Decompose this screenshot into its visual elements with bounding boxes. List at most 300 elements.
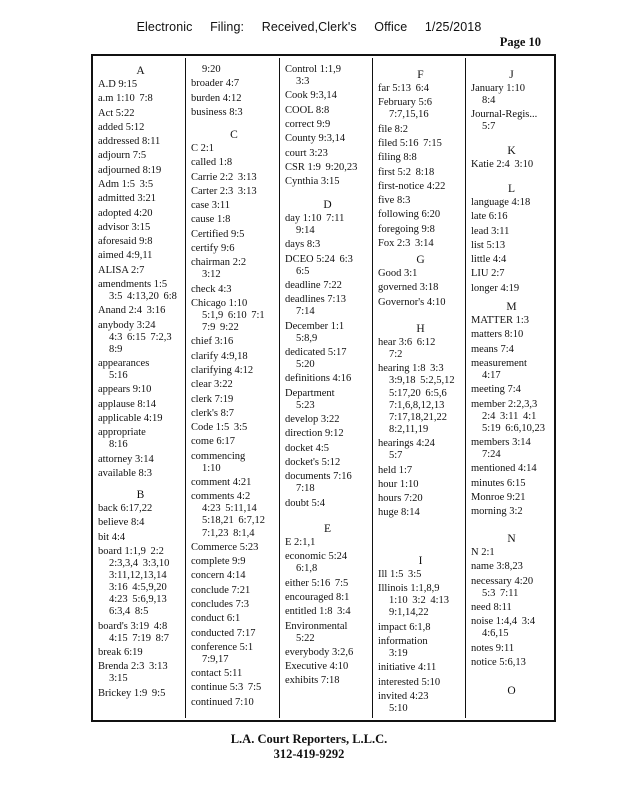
index-entry xyxy=(191,64,277,76)
index-entry xyxy=(191,491,277,539)
page-line-refs-continued: 7:9 9:22 xyxy=(202,322,239,334)
index-word: burden xyxy=(191,92,221,104)
page-line-refs: 1:8 3:3 xyxy=(412,363,444,375)
index-word: appearances xyxy=(98,358,150,370)
index-column xyxy=(279,58,372,718)
index-entry xyxy=(285,133,370,145)
page-line-refs-continued: 8:9 xyxy=(109,343,123,355)
index-entry xyxy=(191,379,277,391)
index-entry xyxy=(191,78,277,90)
index-word: days xyxy=(285,239,305,251)
index-word: impact xyxy=(378,621,407,633)
index-word: County xyxy=(285,133,316,145)
index-word: Certified xyxy=(191,228,229,240)
index-word: clear xyxy=(191,379,212,391)
page-line-refs: 3:22 xyxy=(214,379,233,391)
index-word: CSR xyxy=(285,161,305,173)
index-entry xyxy=(285,239,370,251)
index-entry xyxy=(98,384,183,396)
index-word: clarify xyxy=(191,350,219,362)
index-word: Brenda xyxy=(98,661,129,673)
index-word: Illinois xyxy=(378,583,408,595)
page-line-refs-continued: 7:2 xyxy=(389,349,403,361)
index-entry xyxy=(191,143,277,155)
page-line-refs: 4:3 xyxy=(218,283,232,295)
index-entry xyxy=(98,265,183,277)
page-line-refs-continued: 5:8,9 xyxy=(296,332,318,344)
index-word: list xyxy=(471,239,484,251)
page-line-refs-continued: 4:15 7:19 8:7 xyxy=(109,632,170,644)
index-word: January xyxy=(471,83,504,94)
page-line-refs: 9:3,14 xyxy=(310,90,337,102)
index-word: attorney xyxy=(98,453,133,465)
index-entry xyxy=(285,592,370,604)
index-entry xyxy=(471,254,552,266)
index-word: Code xyxy=(191,422,214,434)
page-line-refs: 1:7 xyxy=(398,464,413,476)
page-line-refs-continued: 9:1,14,22 xyxy=(389,607,429,619)
section-letter: H xyxy=(416,323,425,335)
index-word: clerk's xyxy=(191,407,218,419)
index-word: applause xyxy=(98,398,135,410)
index-section xyxy=(378,322,463,522)
index-entry xyxy=(285,373,370,385)
page-line-refs: 3:11 xyxy=(211,200,230,212)
index-word: adjourned xyxy=(98,164,140,176)
index-word: governed xyxy=(378,282,418,294)
index-word: A.D xyxy=(98,79,116,90)
index-entry xyxy=(471,240,552,252)
page-line-refs: 2:4 3:10 xyxy=(496,159,534,170)
index-entry xyxy=(98,165,183,177)
page-line-refs: 1:10 xyxy=(399,478,419,490)
index-section xyxy=(285,64,370,190)
page-line-refs: 4:10 xyxy=(426,296,446,308)
page-line-refs: 5:13 6:4 xyxy=(392,83,429,94)
page-line-refs: 5:17 xyxy=(327,347,347,359)
index-word: C xyxy=(191,143,199,154)
page-line-refs: 4:12 xyxy=(222,92,242,104)
page-line-refs-continued: 9:20 xyxy=(202,64,221,75)
page-line-refs-continued: 6:3,4 8:5 xyxy=(109,606,149,618)
page-line-refs-continued: 7:24 xyxy=(482,449,501,461)
index-word: chairman xyxy=(191,257,231,269)
page-line-refs: 6:15 xyxy=(506,477,526,489)
index-entry xyxy=(285,471,370,495)
page-line-refs: 2:1,1 xyxy=(294,537,316,548)
index-section xyxy=(471,684,552,699)
page-line-refs: 5:2 8:18 xyxy=(397,166,435,178)
index-section xyxy=(378,554,463,717)
index-word: everybody xyxy=(285,646,330,658)
page-line-refs: 2:7 xyxy=(491,268,505,280)
page-line-refs-continued: 4:23 5:11,14 xyxy=(202,503,257,515)
index-word: February xyxy=(378,97,416,109)
page-line-refs: 7:17 xyxy=(236,627,256,639)
index-entry xyxy=(378,209,463,221)
page-line-refs: 3:15 xyxy=(131,221,151,233)
page-line-refs: 2:1 xyxy=(200,143,215,154)
page-line-refs: 7:18 xyxy=(320,675,340,687)
page-line-refs-continued: 2:3,3,4 3:3,10 xyxy=(109,557,170,569)
index-word: little xyxy=(471,254,491,266)
index-entry xyxy=(471,399,552,435)
page-number: Page 10 xyxy=(499,35,541,49)
index-entry xyxy=(285,443,370,455)
index-entry xyxy=(191,477,277,489)
index-word: Monroe xyxy=(471,491,505,503)
index-word: filed xyxy=(378,137,398,149)
index-word: deadlines xyxy=(285,294,325,306)
index-entry xyxy=(98,136,183,148)
page-line-refs: 7:19 xyxy=(214,393,234,405)
index-word: Governor's xyxy=(378,296,425,308)
page-line-refs-continued: 8:4 xyxy=(482,95,496,107)
index-entry xyxy=(191,585,277,597)
index-word: Control xyxy=(285,64,318,75)
index-entry xyxy=(471,344,552,356)
page-line-refs: 9:6 xyxy=(221,242,235,254)
index-word: business xyxy=(191,106,227,118)
index-section xyxy=(471,68,552,136)
index-word: far xyxy=(378,83,390,94)
page-line-refs-continued: 5:19 6:6,10,23 xyxy=(482,422,545,434)
index-entry xyxy=(378,181,463,193)
index-word: E xyxy=(285,537,292,548)
page-line-refs: 8:14 xyxy=(401,507,420,519)
index-word: interested xyxy=(378,676,419,688)
section-letter: B xyxy=(136,489,145,501)
index-entry xyxy=(378,662,463,674)
index-entry xyxy=(191,628,277,640)
page-line-refs: 6:19 xyxy=(123,646,143,658)
page-line-refs: 5:16 7:5 xyxy=(311,577,349,589)
index-entry xyxy=(471,211,552,223)
index-entry xyxy=(378,507,463,519)
index-word: first xyxy=(378,166,395,178)
index-word: hour xyxy=(378,478,398,490)
index-word: conducted xyxy=(191,627,235,639)
index-word: Brickey xyxy=(98,687,132,699)
index-entry xyxy=(378,238,463,250)
page-line-refs: 3:16 xyxy=(214,336,234,348)
page-line-refs: 6:17 xyxy=(216,436,236,448)
index-word: December xyxy=(285,320,329,332)
index-entry xyxy=(378,677,463,689)
index-entry xyxy=(285,621,370,645)
index-word: doubt xyxy=(285,497,309,509)
page-line-refs: 7:5 xyxy=(132,150,147,162)
page-line-refs-continued: 7:17,18,21,22 xyxy=(389,411,448,423)
index-section xyxy=(378,253,463,311)
index-word: either xyxy=(285,577,309,589)
index-entry xyxy=(98,279,183,303)
page-line-refs: 7:4 xyxy=(507,384,521,396)
page-line-refs: 3:24 xyxy=(136,319,156,331)
index-word: notes xyxy=(471,642,494,654)
index-entry xyxy=(471,602,552,614)
page-line-refs: 8:14 xyxy=(137,398,157,410)
header-part: Filing: xyxy=(210,20,245,34)
index-word: court xyxy=(285,147,307,159)
page-line-refs-continued: 5:17,20 6:5,6 xyxy=(389,387,447,399)
page-line-refs: 3:11 xyxy=(491,225,510,237)
page-line-refs: 2:7 xyxy=(130,264,145,276)
index-word: DCEO xyxy=(285,253,314,265)
index-entry xyxy=(98,179,183,191)
index-entry xyxy=(191,200,277,212)
index-section xyxy=(471,300,552,520)
page-line-refs: 3:2 xyxy=(509,506,523,518)
page-line-refs: 1:1,8,9 xyxy=(410,583,440,595)
index-word: complete xyxy=(191,556,230,568)
page-line-refs-continued: 5:7 xyxy=(482,121,496,133)
index-entry xyxy=(285,294,370,318)
index-word: foregoing xyxy=(378,223,419,235)
index-entry xyxy=(285,119,370,131)
page-line-refs-continued: 4:17 xyxy=(482,369,501,381)
index-entry xyxy=(191,284,277,296)
page-line-refs: 5:4 xyxy=(311,497,325,509)
page-line-refs: 2:3 3:13 xyxy=(130,661,168,673)
index-word: case xyxy=(191,200,210,212)
index-word: aimed xyxy=(98,250,124,262)
index-word: bit xyxy=(98,531,110,543)
index-word: contact xyxy=(191,668,222,680)
index-entry xyxy=(285,675,370,687)
index-word: held xyxy=(378,464,397,476)
index-entry xyxy=(98,661,183,685)
index-entry xyxy=(285,213,370,237)
page-line-refs: 9:11 xyxy=(495,642,515,654)
page-line-refs: 8:7 xyxy=(220,407,235,419)
page-line-refs: 5:16 7:15 xyxy=(399,137,442,149)
page-line-refs: 8:10 xyxy=(504,329,524,341)
page-line-refs-continued: 3:12 xyxy=(202,269,221,281)
index-word: Act xyxy=(98,107,114,119)
index-word: Commerce xyxy=(191,541,238,553)
index-entry xyxy=(471,83,552,107)
section-letter: C xyxy=(230,129,238,141)
page-line-refs-continued: 3:3 xyxy=(296,76,310,88)
page-line-refs: 1:5 xyxy=(153,278,168,290)
index-word: continue xyxy=(191,682,228,694)
index-entry xyxy=(471,283,552,295)
index-entry xyxy=(378,124,463,136)
index-entry xyxy=(471,657,552,669)
page-line-refs-continued: 1:10 3:2 4:13 xyxy=(389,595,450,607)
index-word: name xyxy=(471,561,494,573)
index-word: Chicago xyxy=(191,297,226,309)
index-word: need xyxy=(471,601,491,613)
index-entry xyxy=(191,243,277,255)
index-entry xyxy=(98,358,183,382)
section-letter: N xyxy=(507,533,516,545)
page-line-refs-continued: 5:7 xyxy=(389,450,403,462)
index-entry xyxy=(285,347,370,371)
page-line-refs: 1:10 7:8 xyxy=(116,93,153,105)
index-entry xyxy=(471,358,552,382)
index-word: encouraged xyxy=(285,591,334,603)
page-line-refs: 1:5 3:5 xyxy=(121,178,154,190)
page-line-refs: 7:16 xyxy=(333,471,352,483)
index-entry xyxy=(378,167,463,179)
index-entry xyxy=(285,280,370,292)
page-line-refs: 3:2,6 xyxy=(331,646,354,658)
page-line-refs: 4:4 xyxy=(111,531,126,543)
page-line-refs: 1:8 3:4 xyxy=(319,606,351,618)
index-entry xyxy=(471,506,552,518)
index-word: Cook xyxy=(285,90,308,102)
index-word: late xyxy=(471,211,487,223)
index-word: Environmental xyxy=(285,620,348,632)
page-line-refs: 6:1,8 xyxy=(409,621,431,633)
index-word: measurement xyxy=(471,357,527,369)
page-line-refs: 2:2,3,3 xyxy=(508,398,538,410)
index-column xyxy=(93,58,185,718)
index-word: noise xyxy=(471,616,494,628)
page-line-refs-continued: 4:23 5:6,9,13 xyxy=(109,594,167,606)
page-line-refs: 1:10 7:11 xyxy=(302,213,345,224)
page-line-refs: 7:3 xyxy=(235,598,250,610)
index-entry xyxy=(471,561,552,573)
index-word: Carter xyxy=(191,185,218,197)
index-entry xyxy=(471,576,552,600)
index-entry xyxy=(191,682,277,694)
page-line-refs: 9:3,14 xyxy=(318,133,346,145)
page-line-refs: 1:9 9:20,23 xyxy=(307,161,358,173)
header-part: Received,Clerk's xyxy=(261,20,357,34)
index-word: file xyxy=(378,123,392,135)
page-line-refs: 8:11 xyxy=(142,136,161,148)
index-entry xyxy=(191,599,277,611)
page-line-refs: 7:22 xyxy=(323,280,342,292)
index-word: means xyxy=(471,343,498,355)
page-line-refs: 7:13 xyxy=(327,294,346,306)
page-line-refs: 1:8 xyxy=(216,214,231,226)
page-line-refs: 8:2 xyxy=(394,123,409,135)
index-section xyxy=(378,68,463,252)
index-word: definitions xyxy=(285,373,330,385)
page-line-refs: 1:9 9:5 xyxy=(133,687,166,699)
page-line-refs: 5:1 xyxy=(239,641,254,653)
index-word: COOL xyxy=(285,104,314,116)
page-line-refs: 4:2 xyxy=(236,491,251,503)
index-section xyxy=(98,488,183,702)
index-entry xyxy=(98,320,183,356)
index-word: continued xyxy=(191,696,233,708)
index-entry xyxy=(471,437,552,461)
index-word: called xyxy=(191,157,217,169)
page-line-refs: 3:15 xyxy=(320,176,340,188)
index-entry xyxy=(378,282,463,294)
page-line-refs: 3:23 xyxy=(309,147,328,159)
page-line-refs: 9:8 xyxy=(139,236,153,248)
index-entry xyxy=(98,517,183,529)
page-line-refs-continued: 7:7,15,16 xyxy=(389,109,429,121)
page-line-refs: 1:5 3:5 xyxy=(389,569,422,580)
page-line-refs-continued: 4:3 6:15 7:2,3 xyxy=(109,331,172,343)
page-line-refs: 1:1 xyxy=(330,320,345,332)
header-part: 1/25/2018 xyxy=(424,20,482,34)
page-line-refs: 4:9,18 xyxy=(221,350,248,362)
index-entry xyxy=(98,413,183,425)
page-line-refs: 4:19 xyxy=(500,282,520,294)
index-entry xyxy=(471,547,552,559)
page-line-refs: 2:3 3:13 xyxy=(219,185,257,197)
index-entry xyxy=(191,668,277,680)
index-word: N xyxy=(471,547,479,558)
index-entry xyxy=(191,298,277,334)
index-entry xyxy=(191,436,277,448)
index-entry xyxy=(378,297,463,309)
index-word: board's xyxy=(98,620,128,632)
page-line-refs-continued: 5:18,21 6:7,12 xyxy=(202,515,265,527)
page-line-refs: 5:6 xyxy=(418,97,432,109)
page-line-refs: 7:4 xyxy=(500,343,514,355)
page-line-refs: 5:11 xyxy=(223,668,243,680)
section-letter: K xyxy=(507,145,516,157)
index-section xyxy=(471,182,552,297)
index-entry xyxy=(98,503,183,515)
section-letter: E xyxy=(323,523,332,535)
index-word: huge xyxy=(378,507,399,519)
index-section xyxy=(191,128,277,711)
page-line-refs: 9:9 xyxy=(316,118,331,130)
page-line-refs: 6:17,22 xyxy=(120,503,153,514)
page-line-refs-continued: 5:22 xyxy=(296,632,315,644)
page-line-refs: 4:20 xyxy=(514,575,534,587)
index-word: hear xyxy=(378,337,397,348)
index-entry xyxy=(378,363,463,436)
index-entry xyxy=(471,329,552,341)
index-word: ALISA xyxy=(98,264,129,276)
index-word: Journal-Regis... xyxy=(471,109,538,121)
index-entry xyxy=(285,647,370,659)
index-entry xyxy=(98,305,183,317)
page-line-refs: 5:12 xyxy=(321,456,341,468)
index-entry xyxy=(191,336,277,348)
page-line-refs: 6:1 xyxy=(226,613,241,625)
index-word: entitled xyxy=(285,606,317,618)
index-word: clerk xyxy=(191,393,212,405)
section-letter: O xyxy=(507,685,516,697)
index-word: amendments xyxy=(98,278,152,290)
index-word: back xyxy=(98,503,118,514)
index-entry xyxy=(98,427,183,451)
index-word: board xyxy=(98,545,122,557)
index-word: Fox xyxy=(378,237,395,249)
page-line-refs: 3:21 xyxy=(137,193,157,205)
index-entry xyxy=(191,408,277,420)
section-letter: M xyxy=(506,301,517,313)
page-line-refs: 9:12 xyxy=(324,428,344,440)
index-entry xyxy=(285,661,370,673)
index-entry xyxy=(191,422,277,434)
index-word: anybody xyxy=(98,319,135,331)
section-letter: G xyxy=(416,254,425,266)
index-entry xyxy=(191,613,277,625)
index-entry xyxy=(378,83,463,95)
page-line-refs-continued: 5:10 xyxy=(389,703,408,715)
index-column xyxy=(185,58,279,718)
index-word: hearing xyxy=(378,363,410,375)
page-line-refs-continued: 3:16 4:5,9,20 xyxy=(109,582,167,594)
index-word: LIU xyxy=(471,268,489,280)
index-entry xyxy=(98,150,183,162)
page-line-refs: 9:9 xyxy=(232,556,246,568)
page-line-refs: 7:20 xyxy=(403,493,423,505)
